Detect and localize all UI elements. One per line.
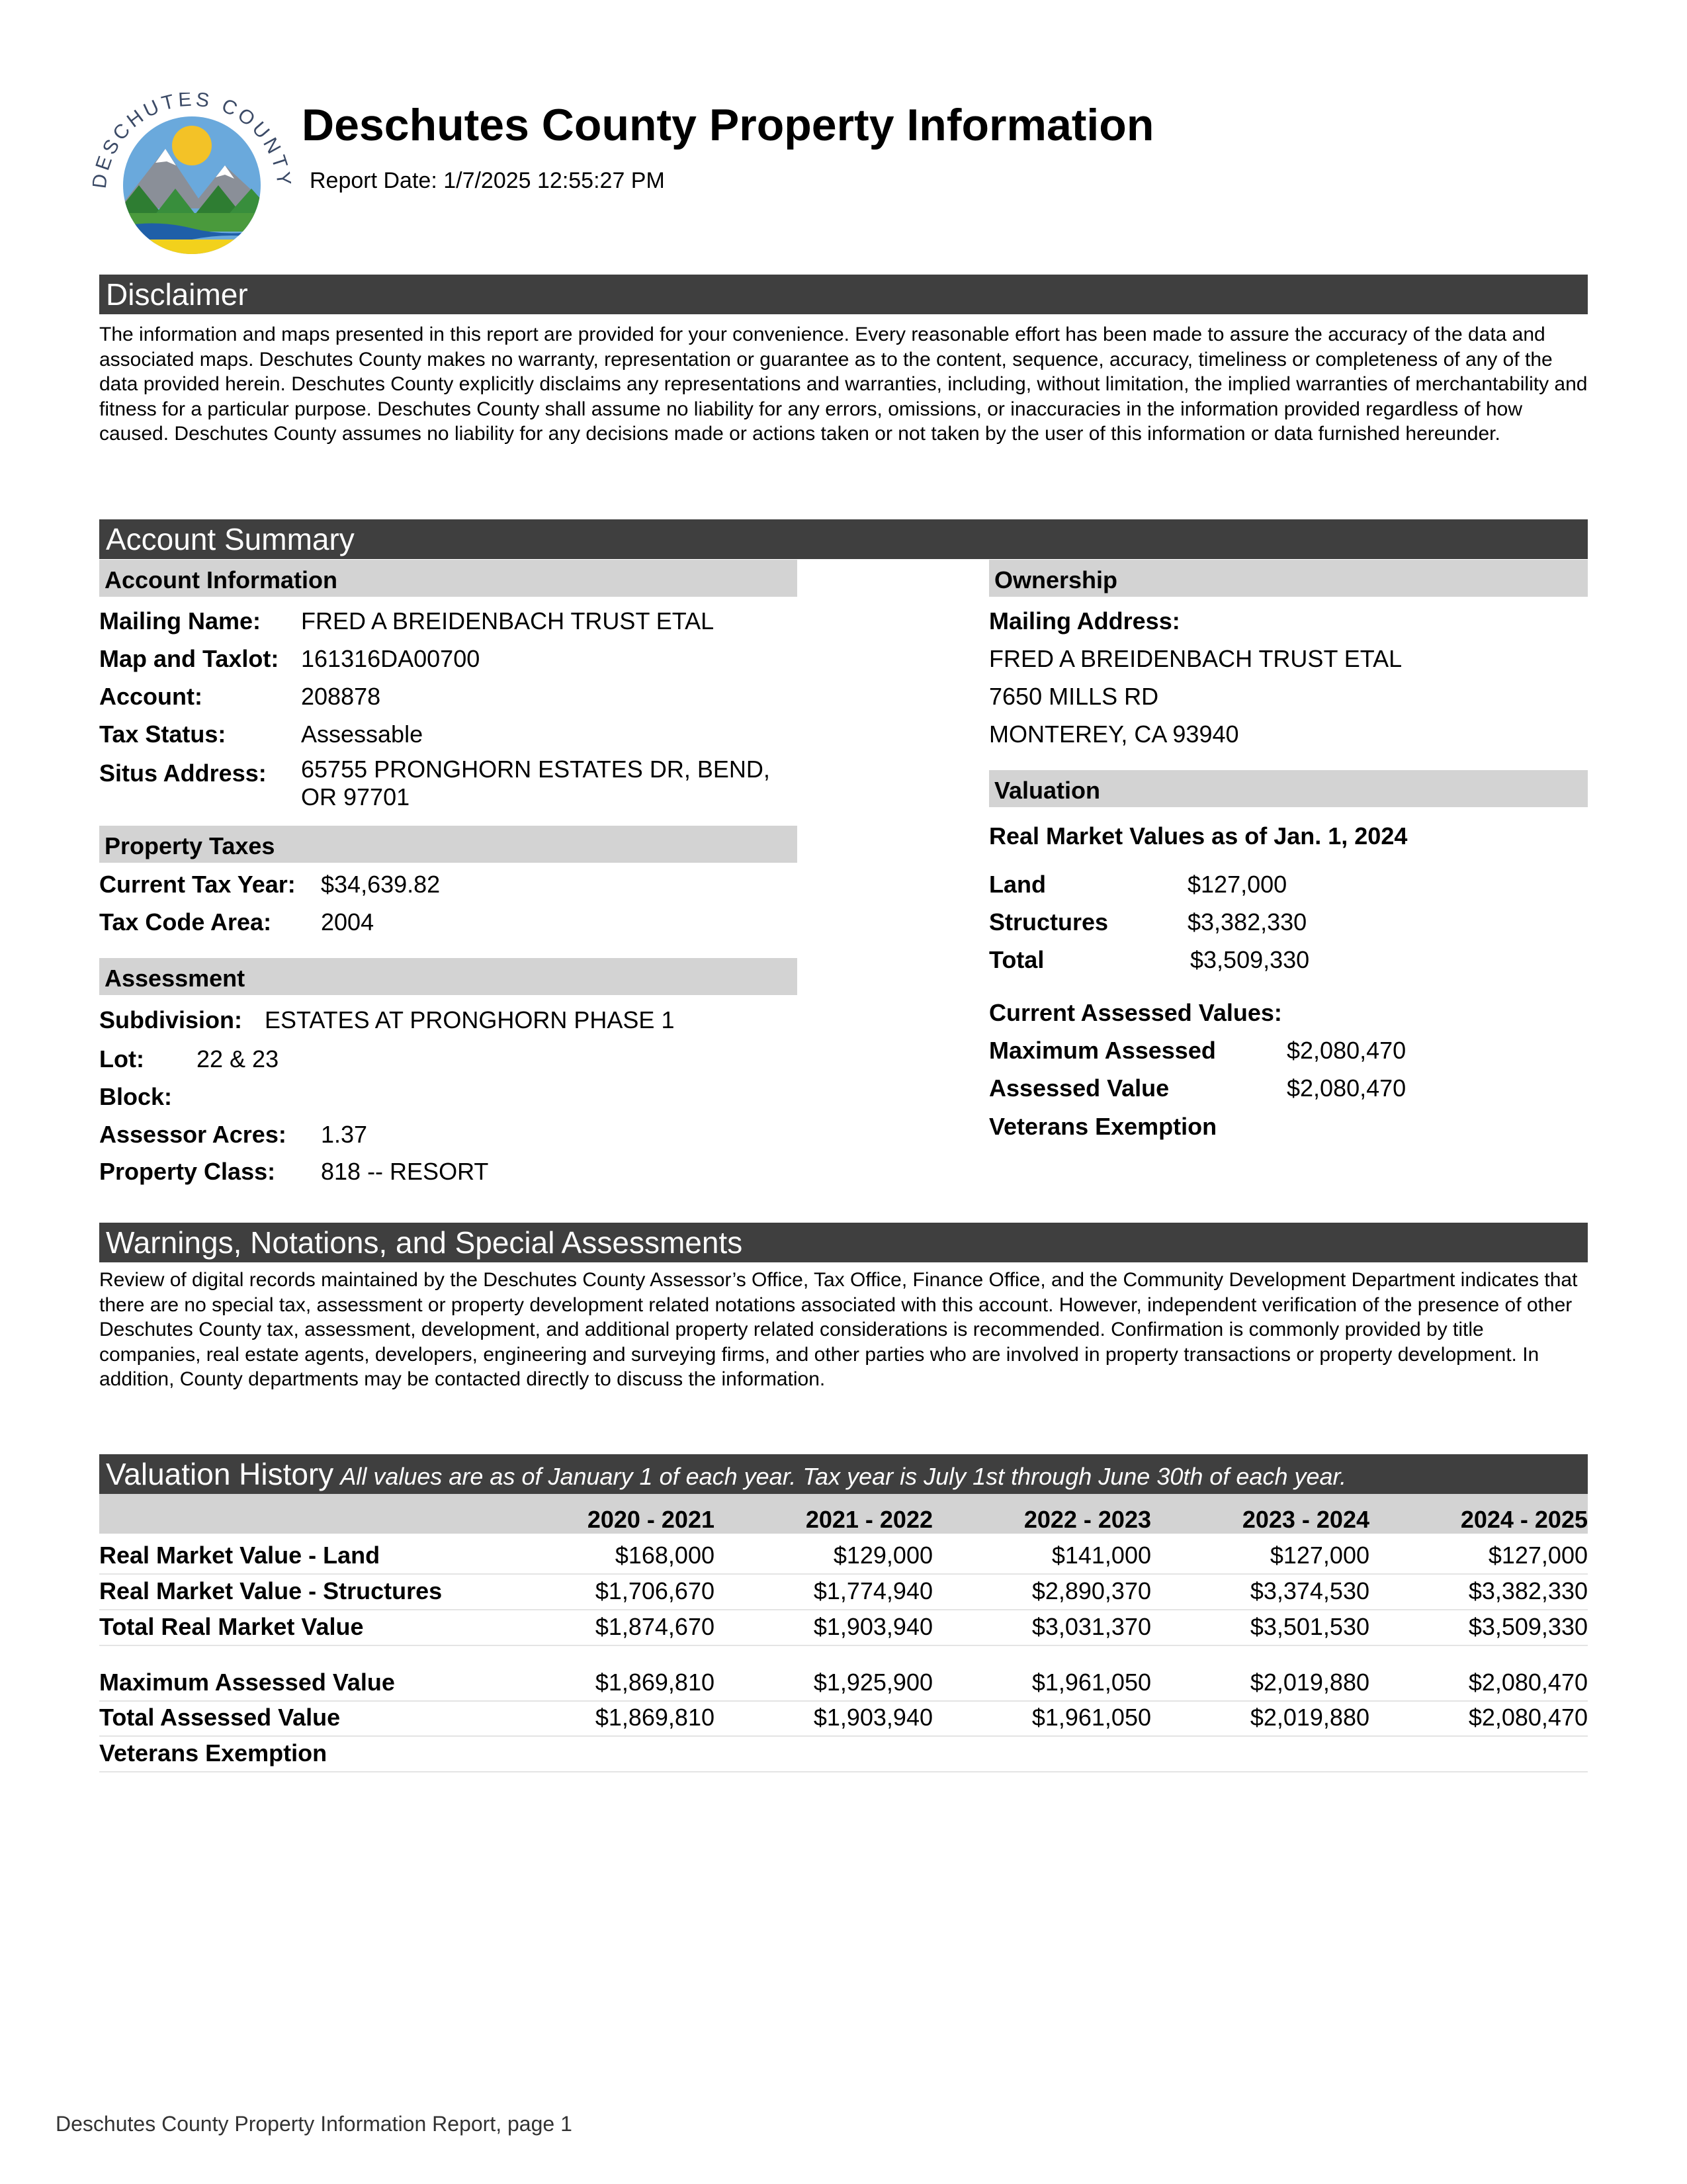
total-value: $3,509,330 (1190, 946, 1310, 973)
warnings-text: Review of digital records maintained by the Deschutes County Assessor’s Office, Tax Office, Finance Office, and the Community Development Department indicates that there are no special tax, assessment or property development related notations associated with this account. However, independent verification of the presence of other Deschutes County tax, assessment, development, and additional property related considerations is recommended. Confirmation is commonly provided by title companies, real estate agents, developers, engineering and surveying firms, and other parties who are involved in property transactions or property development. In addition, County departments may be contacted directly to discuss the information. (99, 1269, 1578, 1390)
valuation-row-label: Real Market Value - Land (99, 1542, 380, 1569)
current-assessed-heading: Current Assessed Values: (989, 999, 1282, 1026)
block-label: Block: (99, 1083, 173, 1110)
logo-lettering: ESCHUTES COUNT (93, 93, 291, 175)
valuation-row-label: Total Assessed Value (99, 1704, 341, 1731)
valuation-cell: $2,080,470 (1468, 1669, 1588, 1696)
valuation-cell: $2,019,880 (1250, 1669, 1369, 1696)
map-taxlot-label: Map and Taxlot: (99, 645, 279, 672)
valuation-row-label: Real Market Value - Structures (99, 1577, 443, 1604)
veterans-exemption-label: Veterans Exemption (989, 1113, 1217, 1140)
maximum-assessed-label: Maximum Assessed (989, 1037, 1216, 1064)
valuation-cell: $3,501,530 (1250, 1613, 1369, 1640)
valuation-cell: $1,774,940 (813, 1577, 933, 1604)
maximum-assessed-value: $2,080,470 (1287, 1037, 1406, 1064)
tax-code-area-value: 2004 (321, 908, 374, 936)
situs-address-line1: 65755 PRONGHORN ESTATES DR, BEND, (301, 756, 770, 783)
valuation-cell: $3,031,370 (1031, 1613, 1151, 1640)
page-footer: Deschutes County Property Information Report, page 1 (56, 2112, 572, 2136)
page-title: Deschutes County Property Information (302, 100, 1154, 150)
valuation-cell: $2,890,370 (1031, 1577, 1151, 1604)
total-label: Total (989, 946, 1045, 973)
mailing-name-value: FRED A BREIDENBACH TRUST ETAL (301, 607, 714, 634)
valuation-cell: $127,000 (1270, 1542, 1369, 1569)
property-class-label: Property Class: (99, 1158, 276, 1185)
valuation-cell: $1,961,050 (1031, 1669, 1151, 1696)
valuation-cell: $1,874,670 (595, 1613, 714, 1640)
valuation-cell: $1,903,940 (813, 1704, 933, 1731)
valuation-header: Valuation (989, 770, 1588, 807)
mailing-address-label: Mailing Address: (989, 607, 1180, 634)
table-row-divider (99, 1700, 1588, 1702)
situs-address-label: Situs Address: (99, 760, 267, 787)
year-column-header: 2021 - 2022 (805, 1506, 933, 1533)
mailing-address-line1: FRED A BREIDENBACH TRUST ETAL (989, 645, 1403, 672)
current-tax-year-label: Current Tax Year: (99, 871, 296, 898)
valuation-history-header (99, 1454, 1588, 1494)
assessor-acres-value: 1.37 (321, 1121, 368, 1148)
warnings-title: Warnings, Notations, and Special Assessments (106, 1225, 743, 1260)
table-row-divider (99, 1735, 1588, 1737)
valuation-cell: $168,000 (615, 1542, 714, 1569)
account-information-header: Account Information (99, 560, 797, 597)
tax-status-label: Tax Status: (99, 721, 226, 748)
property-taxes-header: Property Taxes (99, 826, 797, 863)
valuation-cell: $1,869,810 (595, 1669, 714, 1696)
subdivision-value: ESTATES AT PRONGHORN PHASE 1 (265, 1006, 675, 1033)
valuation-cell: $2,019,880 (1250, 1704, 1369, 1731)
mailing-address-line2: 7650 MILLS RD (989, 683, 1159, 710)
valuation-cell: $1,903,940 (813, 1613, 933, 1640)
tax-status-value: Assessable (301, 721, 423, 748)
county-seal-icon (93, 93, 291, 265)
account-summary-header (99, 519, 1588, 559)
valuation-row-label: Veterans Exemption (99, 1739, 327, 1767)
year-column-header: 2022 - 2023 (1023, 1506, 1151, 1533)
lot-label: Lot: (99, 1045, 144, 1072)
land-value: $127,000 (1188, 871, 1287, 898)
table-row-divider (99, 1609, 1588, 1610)
year-column-header: 2023 - 2024 (1242, 1506, 1369, 1533)
disclaimer-text: The information and maps presented in this report are provided for your convenience. Every reasonable effort has been made to assure the accuracy of the data and associated maps. Deschutes County makes no warranty, representation or guarantee as to the content, sequence, accuracy, timeliness or completeness of any of the data provided herein. Deschutes County explicitly disclaims any representations and warranties, including, without limitation, the implied warranties of merchantability and fitness for a particular purpose. Deschutes County shall assume no liability for any errors, omissions, or inaccuracies in the information provided regardless of how caused. Deschutes County assumes no liability for any decisions made or actions taken or not taken by the user of this information or data furnished hereunder. (99, 324, 1588, 445)
county-logo (93, 93, 291, 265)
mailing-address-line3: MONTEREY, CA 93940 (989, 721, 1239, 748)
property-class-value: 818 -- RESORT (321, 1158, 489, 1185)
structures-label: Structures (989, 908, 1109, 936)
valuation-cell: $129,000 (833, 1542, 933, 1569)
table-row-divider (99, 1645, 1588, 1646)
table-row-divider (99, 1771, 1588, 1772)
mailing-name-label: Mailing Name: (99, 607, 261, 634)
map-taxlot-value: 161316DA00700 (301, 645, 480, 672)
account-label: Account: (99, 683, 202, 710)
structures-value: $3,382,330 (1188, 908, 1307, 936)
valuation-cell: $3,509,330 (1468, 1613, 1588, 1640)
valuation-row-label: Maximum Assessed Value (99, 1669, 395, 1696)
valuation-cell: $3,382,330 (1468, 1577, 1588, 1604)
situs-address-line2: OR 97701 (301, 783, 410, 810)
assessed-value-value: $2,080,470 (1287, 1074, 1406, 1102)
valuation-history-title: Valuation History (106, 1457, 334, 1491)
year-column-header: 2020 - 2021 (587, 1506, 714, 1533)
valuation-cell: $1,869,810 (595, 1704, 714, 1731)
disclaimer-header (99, 275, 1588, 314)
account-value: 208878 (301, 683, 381, 710)
account-summary-title: Account Summary (106, 522, 355, 556)
valuation-history-subtitle: All values are as of January 1 of each year. Tax year is July 1st through June 30th of each year. (340, 1463, 1347, 1490)
ownership-header: Ownership (989, 560, 1588, 597)
rmv-heading: Real Market Values as of Jan. 1, 2024 (989, 822, 1408, 850)
valuation-cell: $2,080,470 (1468, 1704, 1588, 1731)
subdivision-label: Subdivision: (99, 1006, 242, 1033)
current-tax-year-value: $34,639.82 (321, 871, 441, 898)
assessment-header: Assessment (99, 958, 797, 995)
report-date: Report Date: 1/7/2025 12:55:27 PM (310, 168, 665, 193)
assessor-acres-label: Assessor Acres: (99, 1121, 286, 1148)
valuation-cell: $1,925,900 (813, 1669, 933, 1696)
land-label: Land (989, 871, 1046, 898)
valuation-cell: $1,706,670 (595, 1577, 714, 1604)
lot-value: 22 & 23 (196, 1045, 279, 1072)
year-column-header: 2024 - 2025 (1460, 1506, 1588, 1533)
valuation-row-label: Total Real Market Value (99, 1613, 364, 1640)
valuation-cell: $141,000 (1051, 1542, 1151, 1569)
valuation-cell: $3,374,530 (1250, 1577, 1369, 1604)
table-row-divider (99, 1573, 1588, 1575)
valuation-cell: $1,961,050 (1031, 1704, 1151, 1731)
valuation-cell: $127,000 (1488, 1542, 1588, 1569)
assessed-value-label: Assessed Value (989, 1074, 1170, 1102)
disclaimer-title: Disclaimer (106, 277, 248, 312)
tax-code-area-label: Tax Code Area: (99, 908, 272, 936)
warnings-header (99, 1223, 1588, 1262)
